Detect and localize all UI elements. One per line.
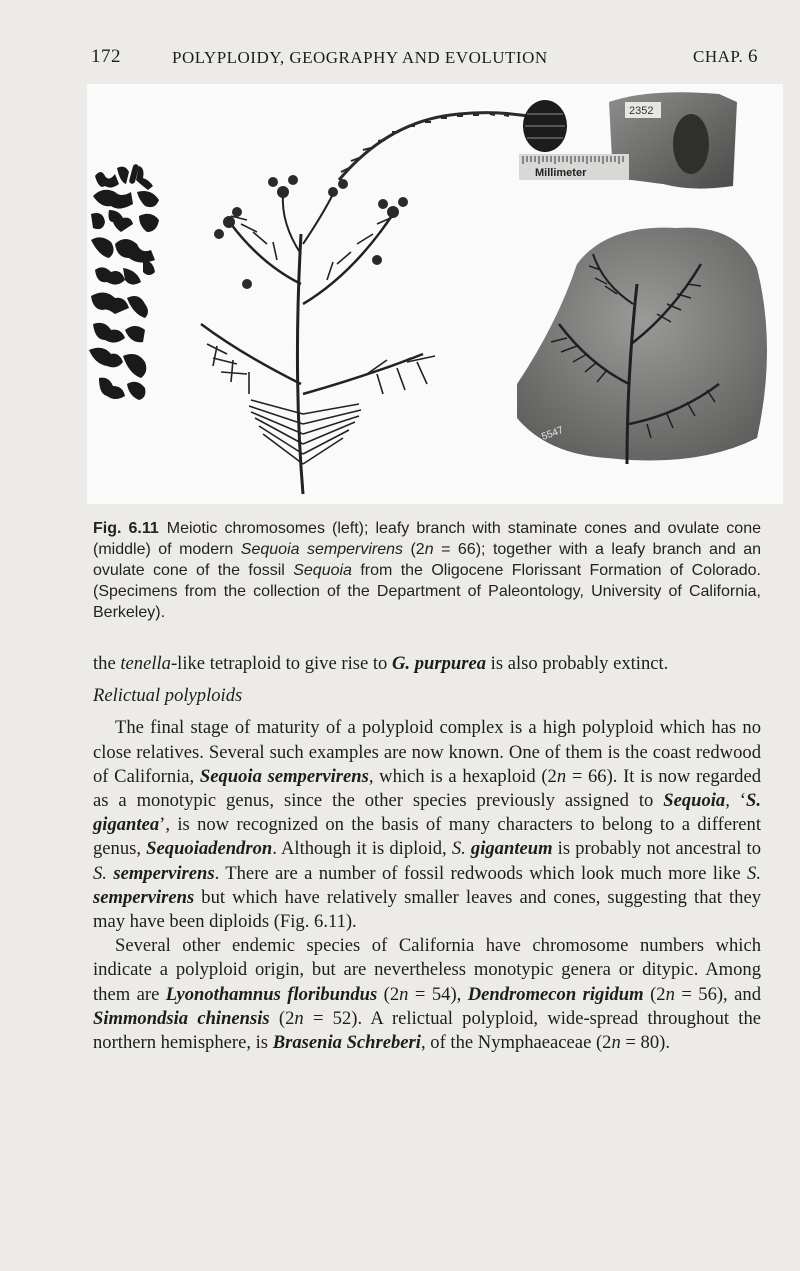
page-number: 172 — [91, 46, 121, 67]
caption-text: = 66); together with a leafy branch and an ovulate cone of the fossil — [93, 541, 762, 579]
running-title: POLYPLOIDY, GEOGRAPHY AND EVOLUTION — [172, 48, 548, 67]
modern-sequoia-branch — [201, 175, 435, 494]
fossil-sequoia-specimen — [517, 228, 767, 464]
paragraph-continuation: the tenella-like tetraploid to give rise to G. purpurea is also probably extinct. — [93, 653, 669, 674]
caption-text: from the Oligocene Florissant Formation of Colorado. (Specimens from the collection of the Department of Paleontology, University of California, Berkeley). — [93, 562, 761, 621]
caption-text: Meiotic chromosomes (left); leafy branch with staminate cones and ovulate cone (middle) of modern — [93, 520, 762, 558]
paragraph-california-endemics: Several other endemic species of California have chromosome numbers which indicate a polyploid origin, but are nevertheless monotypic genera or ditypic. Among them are Lyonothamnus floribundus (2n = 54), Dendromecon rigidum (2n = 56), and Simmondsia chinensis (2n = 52). A relictual polyploid, wide-spread throughout the northern hemisphere, is Brasenia Schreberi, of the Nymphaeaceae (2n = 80). — [93, 935, 762, 1054]
chapter-number: 6 — [748, 46, 758, 67]
caption-variable: n — [424, 541, 434, 558]
section-heading: Relictual polyploids — [93, 685, 243, 707]
specimen-tag-fossil: 5547 — [540, 424, 565, 443]
caption-species: Sequoia sempervirens — [240, 541, 404, 558]
chapter-label: CHAP. — [693, 47, 744, 66]
paragraph-relictual-intro: The final stage of maturity of a polyploid complex is a high polyploid which has no close relatives. Several such examples are now known. One of them is the coast redwood of California, Sequoia sempervirens, which is a hexaploid (2n = 66). It is now regarded as a monotypic genus, since the other species previously assigned to Sequoia, ‘S. gigantea’, is now recognized on the basis of many characters to belong to a different genus, Sequoiadendron. Although it is diploid, S. giganteum is probably not ancestral to S. sempervirens. There are a number of fossil redwoods which look much more like S. sempervirens but which have relatively smaller leaves and cones, suggesting that they may have been diploids (Fig. 6.11). — [93, 717, 761, 933]
chapter-marker — [693, 46, 758, 68]
figure-illustration — [87, 84, 783, 504]
scale-label: Millimeter — [535, 167, 587, 179]
running-header — [91, 46, 758, 74]
caption-text: (2 — [403, 541, 425, 558]
figure-caption — [93, 518, 761, 623]
figure-photograph — [87, 84, 783, 504]
caption-genus: Sequoia — [293, 562, 352, 579]
millimeter-scale — [519, 154, 629, 180]
chromosomes-image — [89, 164, 159, 400]
caption-label: Fig. 6.11 — [93, 520, 159, 537]
body-text — [93, 652, 761, 1055]
specimen-tag-top: 2352 — [629, 105, 654, 117]
